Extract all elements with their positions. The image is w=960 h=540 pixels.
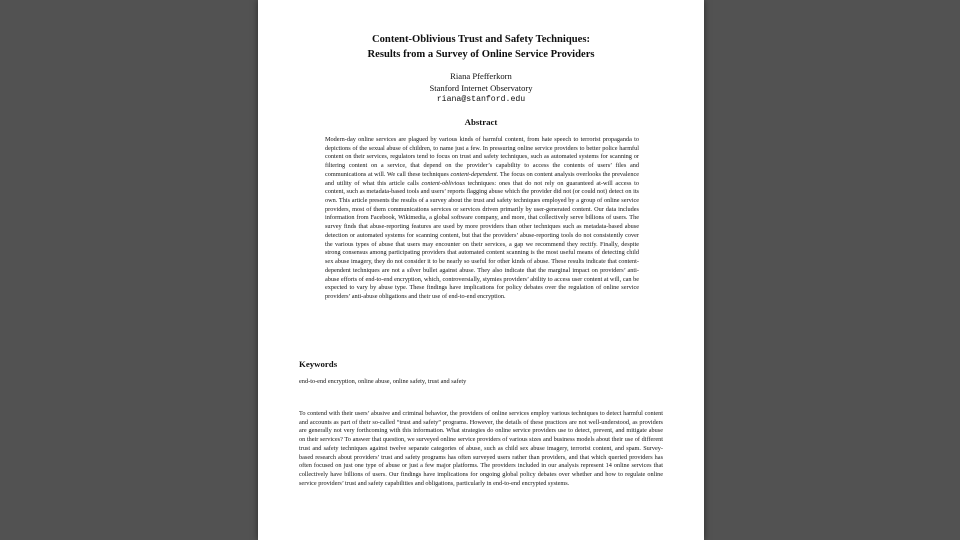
author-affiliation: Stanford Internet Observatory	[429, 83, 533, 93]
title-line-2: Results from a Survey of Online Service Providers	[367, 49, 595, 60]
author-name: Riana Pfefferkorn	[450, 71, 512, 81]
intro-paragraph: To contend with their users’ abusive and criminal behavior, the providers of online services employ various techniques to detect harmful content and accounts as part of their so-called “trust and safety” programs. However, the details of these practices are not well-understood, as providers are generally not very forthcoming with this information. What strategies do online service providers use to detect, prevent, and mitigate abuse on their services? To answer that question, we surveyed online service providers of various sizes and business models about their use of different trust and safety techniques against twelve separate categories of abuse, such as child sex abuse imagery, terrorist content, and spam. Survey-based research about providers’ trust and safety programs has often surveyed users rather than providers, and that which queried providers has often focused on just one type of abuse or just a few major platforms. The providers included in our analysis represent 14 online services that collectively have billions of users. Our findings have implications for ongoing global policy debates over whether and how to regulate online service providers’ trust and safety capabilities and obligations, particularly in end-to-end encrypted systems.	[299, 410, 663, 487]
abstract-part-2: . The focus on content analysis overlooks the prevalence and utility of what this article calls	[325, 170, 639, 187]
author-email: riana@stanford.edu	[436, 95, 526, 104]
title-line-1: Content-Oblivious Trust and Safety Techniques:	[371, 34, 590, 45]
document-page	[258, 0, 704, 540]
abstract-term-content-oblivious: content-oblivious	[421, 179, 465, 187]
abstract-text	[325, 136, 639, 302]
abstract-part-1: Modern-day online services are plagued by various kinds of harmful content, from hate speech to terrorist propaganda to depictions of the sexual abuse of children, to name just a few. In pressuring online service providers to better police harmful content on their services, regulators tend to focus on trust and safety techniques, such as automated systems for scanning or filtering content on a service, that depend on the provider’s capability to access the contents of users’ files and communications at will. We call these techniques	[325, 136, 639, 178]
keywords-heading: Keywords	[299, 359, 338, 369]
abstract-heading: Abstract	[464, 117, 498, 127]
keywords-list: end-to-end encryption, online abuse, online safety, trust and safety	[299, 378, 467, 385]
author-block	[258, 70, 704, 106]
paper-title	[258, 32, 704, 62]
abstract-part-3: techniques: ones that do not rely on guaranteed at-will access to content, such as metadata-based tools and users’ reports flagging abuse which the provider did not (or could not) detect on its own. This article presents the results of a survey about the trust and safety techniques employed by a group of online service providers, most of them communications services or services driven primarily by user-generated content. Our data includes information from Facebook, Wikimedia, a global software company, and more, that collectively serve billions of users. The survey finds that abuse-reporting features are used by more providers than other techniques such as metadata-based abuse detection or automated systems for scanning content, but that the providers’ abuse-reporting tools do not consistently cover the various types of abuse that users may encounter on their services, a gap we recommend they rectify. Finally, despite strong consensus among participating providers that automated content scanning is the most useful means of detecting child sex abuse imagery, they do not consider it to be nearly so useful for other kinds of abuse. These results indicate that content-dependent techniques are not a silver bullet against abuse. They also indicate that the marginal impact on providers’ anti-abuse efforts of end-to-end encryption, which, controversially, stymies providers’ ability to access user content at will, can be expected to vary by abuse type. These findings have implications for policy debates over the regulation of online service providers’ anti-abuse obligations and their use of end-to-end encryption.	[325, 179, 639, 300]
abstract-term-content-dependent: content-dependent	[450, 170, 497, 178]
